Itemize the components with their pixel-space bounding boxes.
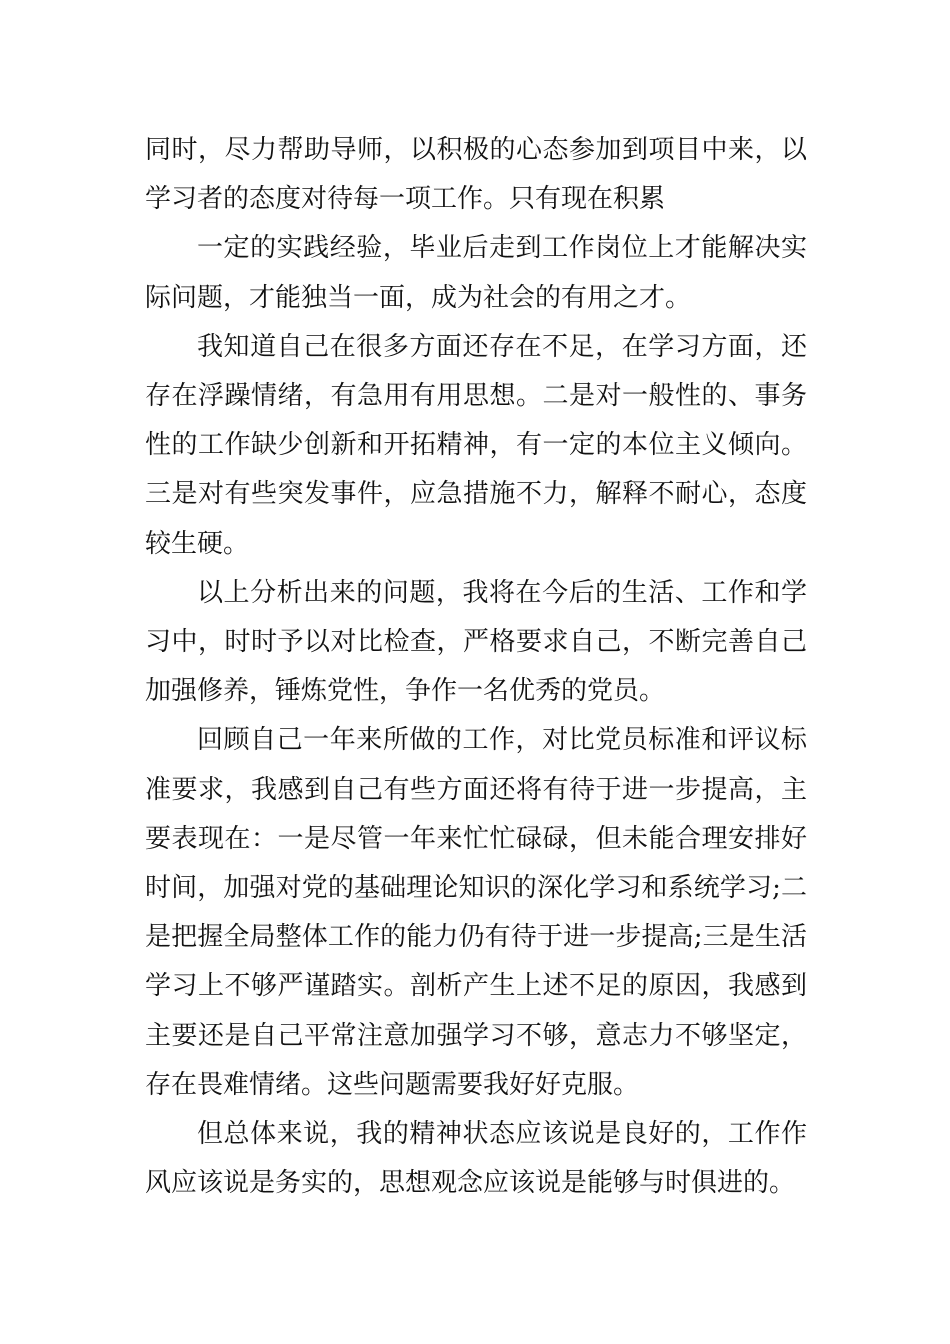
paragraph-2: 一定的实践经验，毕业后走到工作岗位上才能解决实际问题，才能独当一面，成为社会的有用之才。 xyxy=(145,233,807,313)
paragraph-5: 回顾自己一年来所做的工作，对比党员标准和评议标准要求，我感到自己有些方面还将有待于进一步提高，主要表现在：一是尽管一年来忙忙碌碌，但未能合理安排好时间，加强对党的基础理论知识的深化学习和系统学习;二是把握全局整体工作的能力仍有待于进一步提高;三是生活学习上不够严谨踏实。剖析产生上述不足的原因，我感到主要还是自己平常注意加强学习不够，意志力不够坚定，存在畏难情绪。这些问题需要我好好克服。 xyxy=(145,725,807,1100)
paragraph-4: 以上分析出来的问题，我将在今后的生活、工作和学习中，时时予以对比检查，严格要求自己，不断完善自己加强修养，锤炼党性，争作一名优秀的党员。 xyxy=(145,577,807,707)
paragraph-1: 同时，尽力帮助导师，以积极的心态参加到项目中来，以学习者的态度对待每一项工作。只有现在积累 xyxy=(145,135,807,215)
paragraph-6: 但总体来说，我的精神状态应该说是良好的，工作作风应该说是务实的，思想观念应该说是能够与时俱进的。 xyxy=(145,1119,807,1199)
paragraph-3: 我知道自己在很多方面还存在不足，在学习方面，还存在浮躁情绪，有急用有用思想。二是对一般性的、事务性的工作缺少创新和开拓精神，有一定的本位主义倾向。三是对有些突发事件，应急措施不力，解释不耐心，态度较生硬。 xyxy=(145,331,807,559)
document-body xyxy=(145,126,807,1208)
